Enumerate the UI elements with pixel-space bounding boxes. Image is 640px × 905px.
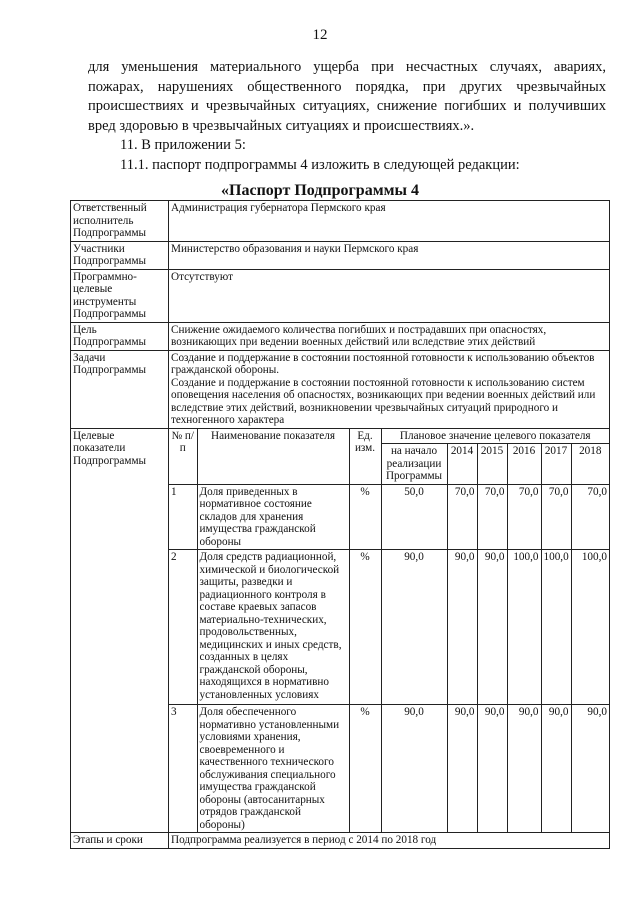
header-num: № п/п — [169, 429, 197, 485]
indicator-name: Доля обеспеченного нормативно установленными условиями хранения, своевременного и качественного технического обслуживания специального имущества гражданской обороны (автосанитарных отрядов гражданской обороны) — [197, 705, 349, 833]
indicator-value: 90,0 — [447, 550, 477, 705]
table-row — [169, 484, 609, 550]
header-year: 2015 — [477, 444, 507, 485]
indicator-value: 90,0 — [477, 550, 507, 705]
table-row — [169, 550, 609, 705]
header-start: на начало реализации Программы — [381, 444, 447, 485]
indicator-value: 70,0 — [477, 484, 507, 550]
row-value: Подпрограмма реализуется в период с 2014 по 2018 год — [169, 833, 610, 849]
indicator-unit: % — [349, 550, 381, 705]
indicator-value: 70,0 — [571, 484, 609, 550]
indicator-value: 100,0 — [571, 550, 609, 705]
indicator-start: 90,0 — [381, 705, 447, 833]
row-label: Ответственный исполнитель Подпрограммы — [71, 201, 169, 242]
row-value: Отсутствуют — [169, 269, 610, 322]
table-row — [71, 241, 610, 269]
table-row — [71, 350, 610, 428]
indicator-value: 100,0 — [507, 550, 541, 705]
indicators-cell — [169, 428, 610, 833]
table-row — [169, 705, 609, 833]
indicator-name: Доля приведенных в нормативное состояние складов для хранения имущества гражданской обороны — [197, 484, 349, 550]
table-row — [71, 322, 610, 350]
row-value: Министерство образования и науки Пермского края — [169, 241, 610, 269]
intro-item-11-1: 11.1. паспорт подпрограммы 4 изложить в следующей редакции: — [120, 156, 520, 173]
table-row — [71, 428, 610, 833]
header-year: 2017 — [541, 444, 571, 485]
row-value — [169, 350, 610, 428]
header-name: Наименование показателя — [197, 429, 349, 485]
indicator-start: 50,0 — [381, 484, 447, 550]
indicator-start: 90,0 — [381, 550, 447, 705]
header-year: 2014 — [447, 444, 477, 485]
indicator-value: 90,0 — [447, 705, 477, 833]
table-row — [71, 833, 610, 849]
indicator-unit: % — [349, 705, 381, 833]
row-value: Снижение ожидаемого количества погибших и пострадавших при опасностях, возникающих при ведении военных действий или вследствие этих действий — [169, 322, 610, 350]
indicator-value: 90,0 — [571, 705, 609, 833]
row-label: Участники Подпрограммы — [71, 241, 169, 269]
task-2: Создание и поддержание в состоянии постоянной готовности к использованию систем оповещения населения об опасностях, возникающих при ведении военных действий или вследствие этих действий, возникновении чрезвычайных ситуаций природного и техногенного характера — [171, 376, 596, 426]
passport-table — [70, 200, 610, 849]
task-1: Создание и поддержание в состоянии постоянной готовности к использованию объектов гражданской обороны. — [171, 351, 595, 376]
intro-continuation: для уменьшения материального ущерба при несчастных случаях, авариях, пожарах, нарушениях общественного порядка, при других чрезвычайных происшествиях и чрезвычайных ситуациях, снижение погибших и получивших вред здоровью в чрезвычайных ситуациях и происшествиях.». — [88, 59, 606, 134]
indicator-value: 70,0 — [541, 484, 571, 550]
row-label: Задачи Подпрограммы — [71, 350, 169, 428]
row-value: Администрация губернатора Пермского края — [169, 201, 610, 242]
intro-item-11: 11. В приложении 5: — [120, 137, 246, 153]
indicator-value: 70,0 — [447, 484, 477, 550]
page-number: 12 — [312, 27, 328, 43]
header-year: 2016 — [507, 444, 541, 485]
indicator-num: 3 — [169, 705, 197, 833]
table-row — [71, 269, 610, 322]
indicator-value: 70,0 — [507, 484, 541, 550]
header-row — [169, 429, 609, 444]
row-label: Целевые показатели Подпрограммы — [71, 428, 169, 833]
indicator-num: 2 — [169, 550, 197, 705]
header-unit: Ед. изм. — [349, 429, 381, 485]
table-row — [71, 201, 610, 242]
row-label: Программно-целевые инструменты Подпрограммы — [71, 269, 169, 322]
row-label: Этапы и сроки — [71, 833, 169, 849]
indicator-value: 100,0 — [541, 550, 571, 705]
indicator-value: 90,0 — [477, 705, 507, 833]
row-label: Цель Подпрограммы — [71, 322, 169, 350]
indicator-value: 90,0 — [541, 705, 571, 833]
header-planned: Плановое значение целевого показателя — [381, 429, 609, 444]
passport-title: «Паспорт Подпрограммы 4 — [221, 182, 419, 199]
header-year: 2018 — [571, 444, 609, 485]
indicator-name: Доля средств радиационной, химической и биологической защиты, разведки и радиационного контроля в составе краевых запасов материально-технических, продовольственных, медицинских и иных средств, созданных в целях гражданской обороны, находящихся в нормативно установленных условиях — [197, 550, 349, 705]
intro-text — [88, 58, 606, 175]
indicator-num: 1 — [169, 484, 197, 550]
indicator-value: 90,0 — [507, 705, 541, 833]
indicator-unit: % — [349, 484, 381, 550]
indicators-table — [169, 429, 609, 833]
